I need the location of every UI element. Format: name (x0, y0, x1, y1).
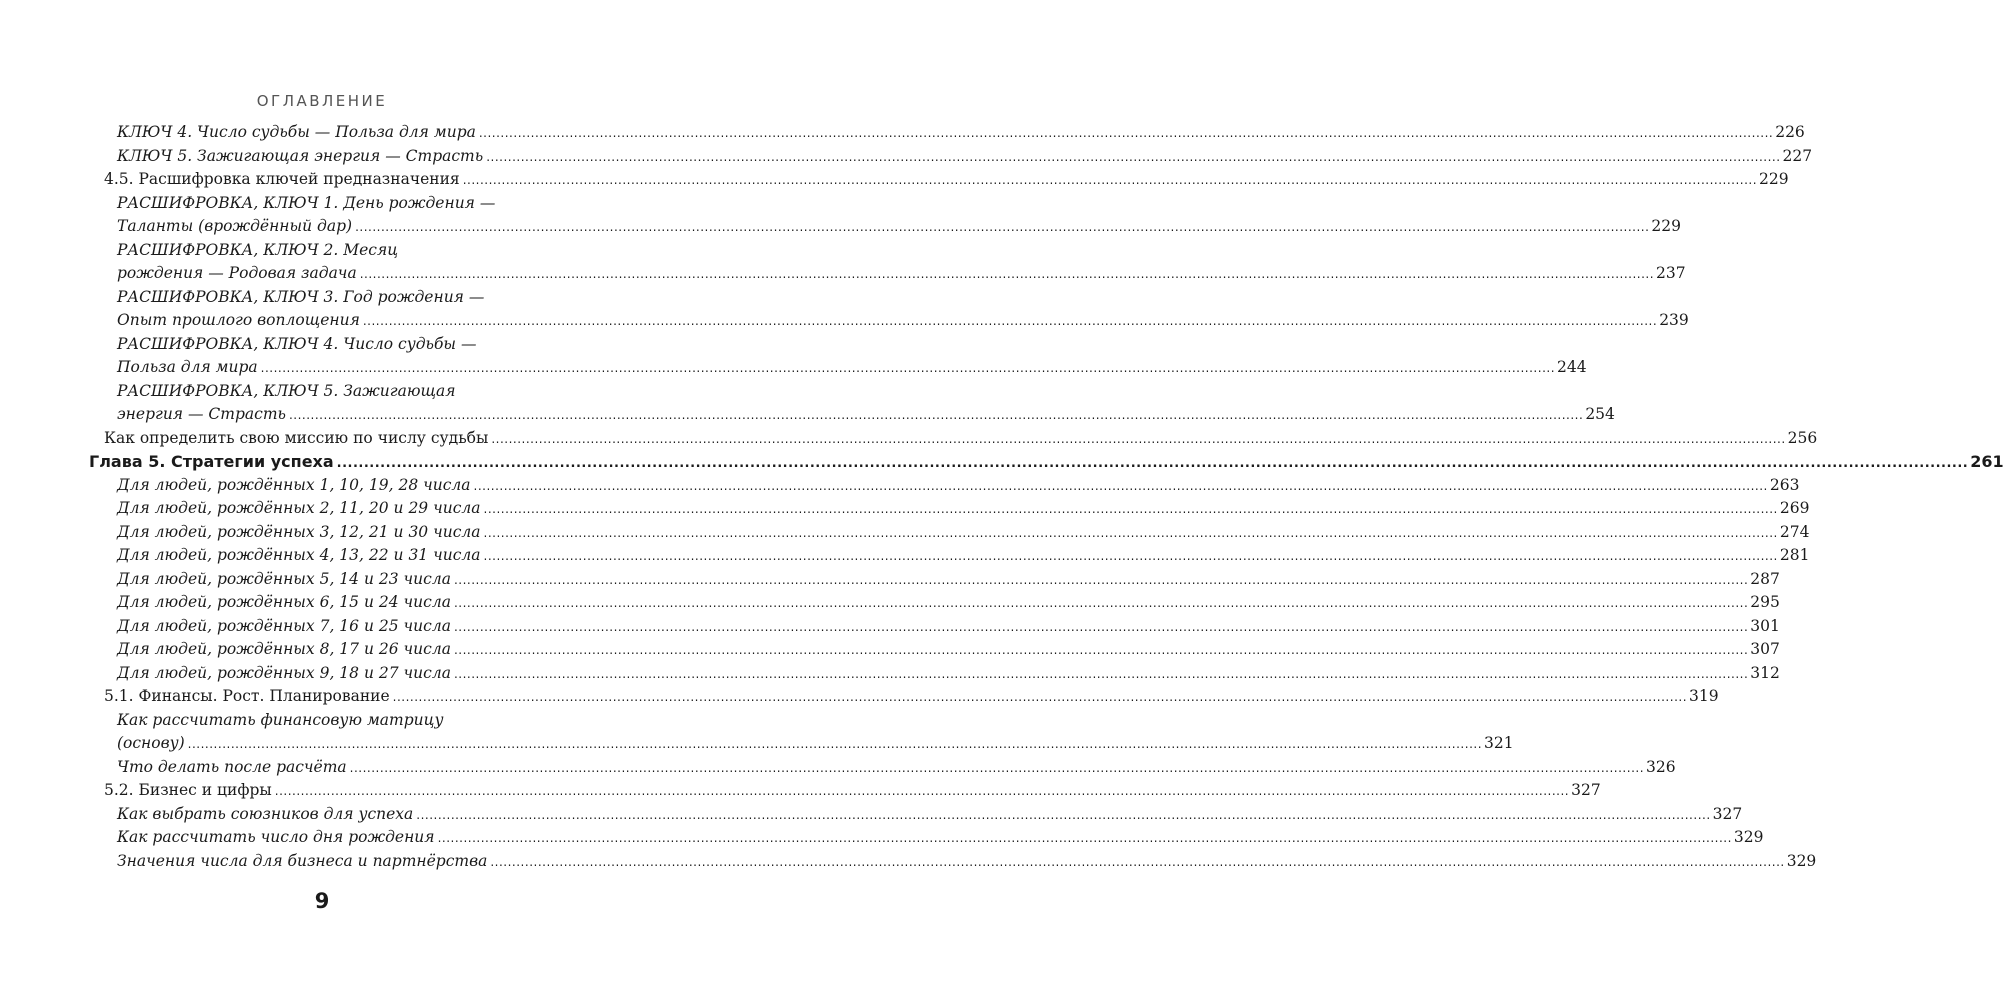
toc-row[interactable] (117, 591, 1780, 616)
dot-leader: ............................................................................................................................................................................................................................................................................................................ (478, 126, 1774, 140)
toc-row[interactable] (117, 850, 1817, 875)
toc-row[interactable] (104, 779, 1601, 804)
toc-page-number: 237 (1656, 264, 1686, 282)
toc-row[interactable] (117, 309, 1689, 334)
toc-row[interactable] (117, 262, 1686, 287)
toc-row[interactable] (117, 544, 1810, 569)
dot-leader: ............................................................................................................................................................................................................................................................................................................ (453, 619, 1749, 634)
toc-entry-title: 5.2. Бизнес и цифры (104, 781, 272, 799)
dot-leader: ............................................................................................................................................................................................................................................................................................................ (288, 408, 1584, 422)
toc-chapter-row[interactable] (89, 450, 2004, 476)
toc-entry-title-line: РАСШИФРОВКА, КЛЮЧ 2. Месяц (117, 240, 399, 259)
dot-leader: ............................................................................................................................................................................................................................................................................................................ (362, 314, 1658, 328)
toc-entry-title-line: РАСШИФРОВКА, КЛЮЧ 1. День рождения — (117, 193, 496, 212)
toc-page-number: 274 (1779, 522, 1810, 541)
page-number: 9 (314, 889, 330, 913)
dot-leader: ............................................................................................................................................................................................................................................................................................................ (187, 737, 1483, 751)
toc-page-number: 329 (1786, 851, 1817, 870)
dot-leader: ............................................................................................................................................................................................................................................................................................................ (359, 267, 1655, 281)
toc-row[interactable] (117, 497, 1810, 522)
toc-page-number: 226 (1775, 123, 1805, 141)
toc-row[interactable] (117, 732, 1514, 757)
toc-page-number: 263 (1769, 475, 1800, 494)
toc-entry-title: 4.5. Расшифровка ключей предназначения (104, 170, 460, 188)
toc-page-number: 295 (1750, 593, 1780, 611)
toc-entry-title: Значения числа для бизнеса и партнёрства (117, 851, 488, 870)
toc-row[interactable] (117, 145, 1813, 170)
toc-page-number: 227 (1782, 146, 1813, 165)
toc-entry-title: Глава 5. Стратегии успеха (89, 452, 334, 471)
dot-leader: ............................................................................................................................................................................................................................................................................................................ (416, 807, 1711, 822)
toc-row[interactable] (117, 756, 1676, 781)
page-header: ОГЛАВЛЕНИЕ (256, 92, 388, 110)
dot-leader: ............................................................................................................................................................................................................................................................................................................ (453, 666, 1749, 681)
dot-leader: ............................................................................................................................................................................................................................................................................................................ (491, 431, 1786, 446)
toc-entry-title: Для людей, рождённых 6, 15 и 24 числа (117, 593, 451, 611)
dot-leader: ............................................................................................................................................................................................................................................................................................................ (483, 549, 1778, 563)
toc-entry-title: Как определить свою миссию по числу судьбы (104, 428, 489, 447)
toc-page-number: 321 (1484, 734, 1514, 752)
dot-leader: ............................................................................................................................................................................................................................................................................................................ (336, 456, 1969, 471)
toc-page-number: 329 (1733, 828, 1764, 846)
dot-leader: ............................................................................................................................................................................................................................................................................................................ (392, 690, 1688, 704)
toc-entry-title-line: РАСШИФРОВКА, КЛЮЧ 5. Зажигающая (117, 381, 456, 400)
toc-page-number: 254 (1585, 405, 1615, 423)
toc-row[interactable] (117, 826, 1764, 851)
dot-leader: ............................................................................................................................................................................................................................................................................................................ (437, 831, 1732, 845)
toc-entry-title: Для людей, рождённых 3, 12, 21 и 30 числа (117, 522, 481, 541)
dot-leader: ............................................................................................................................................................................................................................................................................................................ (453, 643, 1749, 657)
toc-page-number: 301 (1750, 616, 1780, 635)
toc-entry-title: рождения — Родовая задача (117, 264, 357, 282)
toc-page-number: 256 (1787, 428, 1818, 447)
toc-page-number: 287 (1750, 569, 1780, 588)
dot-leader: ............................................................................................................................................................................................................................................................................................................ (490, 854, 1785, 869)
toc-entry-title: энергия — Страсть (117, 405, 286, 423)
dot-leader: ............................................................................................................................................................................................................................................................................................................ (453, 572, 1749, 587)
dot-leader: ............................................................................................................................................................................................................................................................................................................ (462, 173, 1758, 187)
toc-page-number: 229 (1651, 217, 1682, 235)
toc-row[interactable] (104, 685, 1719, 710)
toc-page-number: 312 (1750, 663, 1780, 682)
toc-entry-title: КЛЮЧ 5. Зажигающая энергия — Страсть (117, 146, 484, 165)
toc-entry-title-line: Как рассчитать финансовую матрицу (117, 710, 444, 729)
toc-row[interactable] (117, 403, 1615, 428)
toc-entry-title: КЛЮЧ 4. Число судьбы — Польза для мира (117, 123, 476, 141)
dot-leader: ............................................................................................................................................................................................................................................................................................................ (473, 478, 1768, 493)
toc-row[interactable] (117, 803, 1743, 828)
toc-entry-title: Как рассчитать число дня рождения (117, 828, 435, 846)
toc-row[interactable] (117, 638, 1780, 663)
dot-leader: ............................................................................................................................................................................................................................................................................................................ (260, 361, 1556, 375)
dot-leader: ............................................................................................................................................................................................................................................................................................................ (274, 784, 1570, 798)
toc-page-number: 239 (1659, 311, 1689, 329)
toc-page-number: 244 (1557, 358, 1587, 376)
toc-row[interactable] (117, 521, 1810, 546)
toc-row[interactable] (104, 168, 1789, 193)
dot-leader: ............................................................................................................................................................................................................................................................................................................ (349, 760, 1645, 775)
toc-page-number: 261 (1970, 452, 2004, 471)
toc-entry-title: Опыт прошлого воплощения (117, 311, 360, 329)
dot-leader: ............................................................................................................................................................................................................................................................................................................ (453, 596, 1749, 610)
toc-page-number: 319 (1689, 687, 1719, 705)
toc-entry-title: Для людей, рождённых 7, 16 и 25 числа (117, 616, 451, 635)
toc-entry-title: Для людей, рождённых 8, 17 и 26 числа (117, 640, 451, 658)
toc-entry-title: Что делать после расчёта (117, 757, 347, 776)
toc-entry-title: (основу) (117, 734, 185, 752)
toc-row[interactable] (117, 662, 1780, 687)
toc-page-number: 269 (1779, 499, 1810, 517)
dot-leader: ............................................................................................................................................................................................................................................................................................................ (355, 220, 1650, 234)
toc-entry-title: Для людей, рождённых 4, 13, 22 и 31 числа (117, 546, 481, 564)
toc-entry-title: Для людей, рождённых 2, 11, 20 и 29 числа (117, 499, 481, 517)
dot-leader: ............................................................................................................................................................................................................................................................................................................ (483, 525, 1778, 540)
dot-leader: ............................................................................................................................................................................................................................................................................................................ (486, 149, 1781, 164)
toc-entry-title: 5.1. Финансы. Рост. Планирование (104, 687, 390, 705)
toc-page-number: 229 (1759, 170, 1789, 188)
toc-page-number: 327 (1712, 804, 1743, 823)
toc-page-number: 327 (1571, 781, 1601, 799)
toc-entry-title: Для людей, рождённых 1, 10, 19, 28 числа (117, 475, 471, 494)
toc-page-number: 281 (1779, 546, 1810, 564)
toc-page-number: 307 (1750, 640, 1780, 658)
toc-entry-title: Как выбрать союзников для успеха (117, 804, 414, 823)
toc-row[interactable] (117, 215, 1682, 240)
toc-entry-title: Таланты (врождённый дар) (117, 217, 353, 235)
toc-entry-title: Для людей, рождённых 9, 18 и 27 числа (117, 663, 451, 682)
toc-row[interactable] (117, 615, 1780, 640)
toc-row[interactable] (117, 568, 1780, 593)
toc-entry-title-line: РАСШИФРОВКА, КЛЮЧ 3. Год рождения — (117, 287, 485, 306)
toc-row[interactable] (117, 121, 1805, 146)
toc-row[interactable] (117, 356, 1587, 381)
toc-page-number: 326 (1646, 757, 1676, 776)
toc-entry-title: Для людей, рождённых 5, 14 и 23 числа (117, 569, 451, 588)
dot-leader: ............................................................................................................................................................................................................................................................................................................ (483, 502, 1778, 516)
toc-entry-title-line: РАСШИФРОВКА, КЛЮЧ 4. Число судьбы — (117, 334, 477, 353)
toc-entry-title: Польза для мира (117, 358, 258, 376)
toc-row[interactable] (104, 427, 1818, 452)
toc-row[interactable] (117, 474, 1800, 499)
